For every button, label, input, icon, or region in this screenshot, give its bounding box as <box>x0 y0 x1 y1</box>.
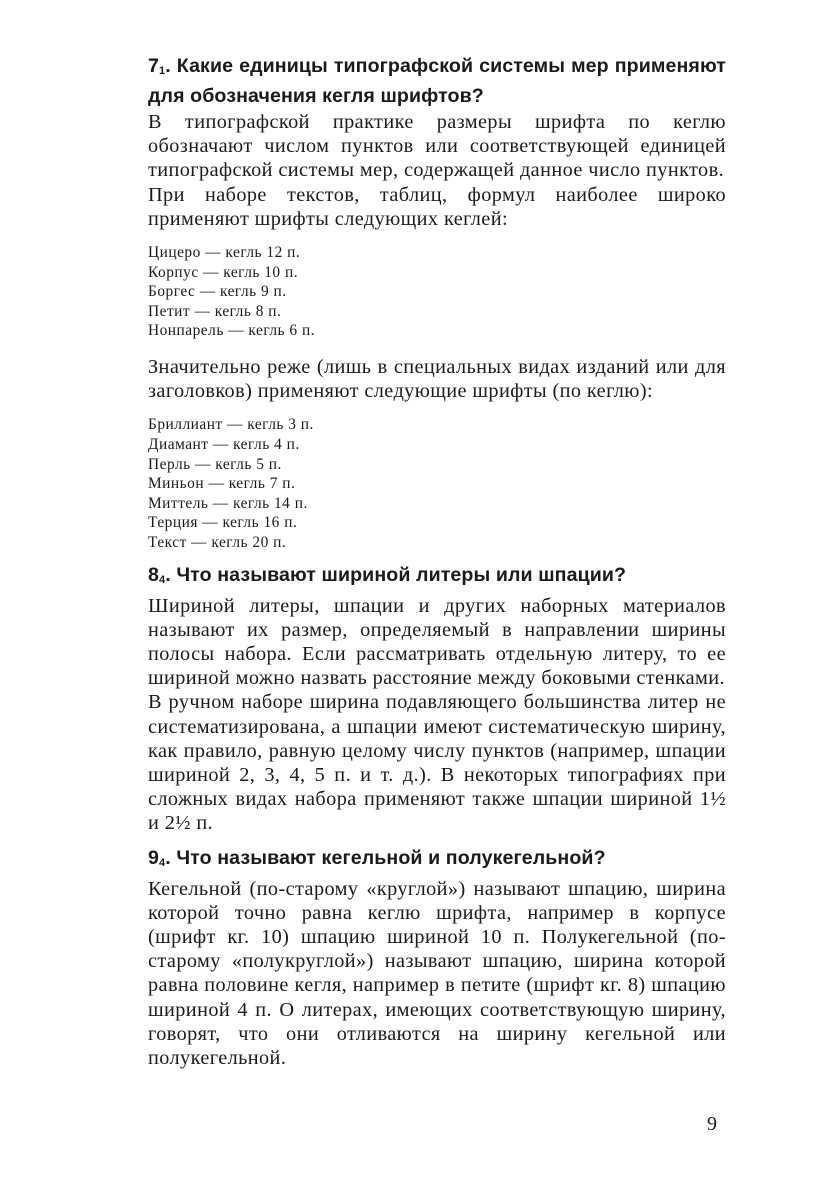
rare-sizes-list <box>148 415 726 552</box>
section-7-title-text: Какие единицы типографской системы мер применяют для обозначения кегля шрифтов? <box>148 55 726 107</box>
section-7-number: $7_1$. <box>148 55 177 77</box>
list-item: Текст — кегль 20 п. <box>148 533 287 551</box>
page-content <box>148 54 726 1070</box>
list-item: Диамант — кегль 4 п. <box>148 435 300 453</box>
section-8-title <box>148 563 726 593</box>
section-7-paragraph-1: В типографской практике размеры шрифта по кеглю обозначают числом пунктов или соответствующей единицей типографской системы мер, содержащей данное число пунктов. <box>148 111 726 182</box>
section-8-title-text: Что называют шириной литеры или шпации? <box>176 563 627 586</box>
section-7-title <box>148 54 726 109</box>
list-item: Перль — кегль 5 п. <box>148 455 282 473</box>
list-item: Миттель — кегль 14 п. <box>148 494 308 512</box>
list-item: Миньон — кегль 7 п. <box>148 475 296 493</box>
list-item: Петит — кегль 8 п. <box>148 302 282 320</box>
list-item: Нонпарель — кегль 6 п. <box>148 322 316 340</box>
list-item: Цицеро — кегль 12 п. <box>148 244 301 262</box>
section-9-number: $9_4$. <box>148 846 177 869</box>
common-sizes-list <box>148 243 726 341</box>
list-item: Бриллиант — кегль 3 п. <box>148 416 314 434</box>
page-number: 9 <box>707 1113 717 1135</box>
section-8-number: $8_4$. <box>148 563 177 586</box>
section-8-paragraph-1: Шириной литеры, шпации и других наборных материалов называют их размер, определяемый в направлении ширины полосы набора. Если рассматривать отдельную литеру, то ее шириной можно назвать расстояние между боковыми стенками. <box>148 594 726 690</box>
section-9-title <box>148 846 726 876</box>
section-7-paragraph-2: При наборе текстов, таблиц, формул наиболее широко применяют шрифты следующих кеглей: <box>148 183 726 230</box>
list-item: Терция — кегль 16 п. <box>148 514 298 532</box>
list-item: Корпус — кегль 10 п. <box>148 263 299 281</box>
section-8-paragraph-2: В ручном наборе ширина подавляющего большинства литер не систематизирована, а шпации имеют систематическую ширину, как правило, равную целому числу пунктов (например, шпации шириной 2, 3, 4, 5 п. и т. д.). В некоторых типографиях при сложных видах набора применяют также шпации шириной 1½ и 2½ п. <box>148 691 726 835</box>
section-9-title-text: Что называют кегельной и полукегельной? <box>176 846 606 869</box>
list-item: Боргес — кегль 9 п. <box>148 283 287 301</box>
section-9-paragraph-1: Кегельной (по-старому «круглой») называют шпацию, ширина которой точно равна кеглю шрифта, например в корпусе (шрифт кг. 10) шпацию шириной 10 п. Полукегельной (по-старому «полукруглой») называют шпацию, ширина которой равна половине кегля, например в петите (шрифт кг. 8) шпацию шириной 4 п. О литерах, имеющих соответствующую ширину, говорят, что они отливаются на ширину кегельной или полукегельной. <box>148 877 726 1069</box>
section-7-paragraph-3: Значительно реже (лишь в специальных видах изданий или для заголовков) применяют следующие шрифты (по кеглю): <box>148 355 726 403</box>
